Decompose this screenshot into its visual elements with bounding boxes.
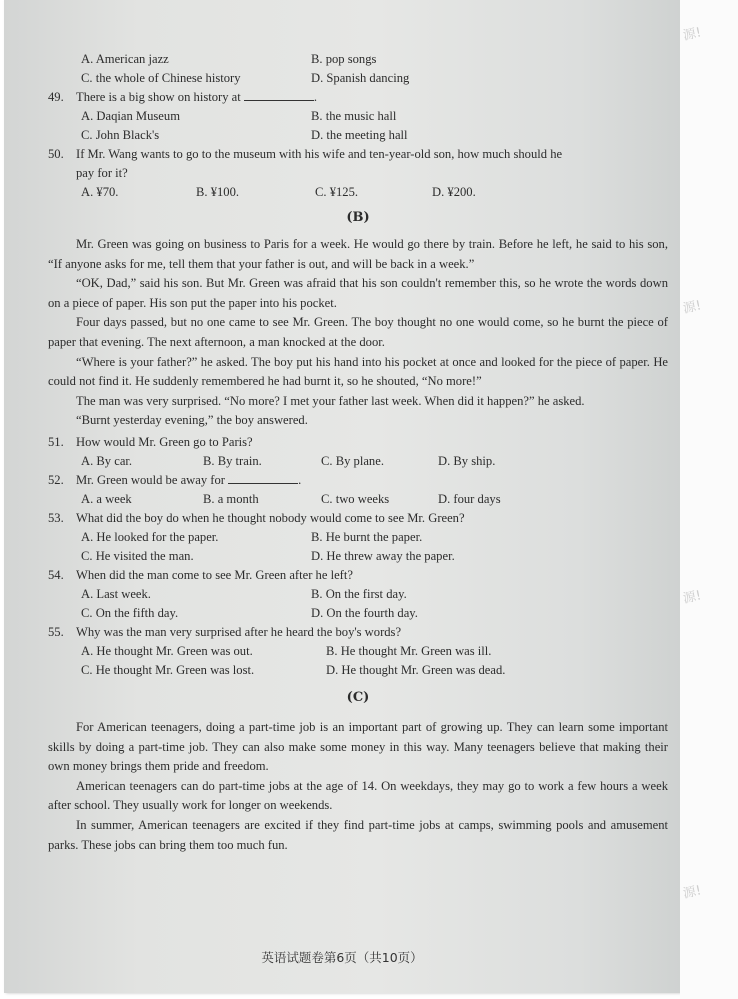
passage-b-paragraph-6: “Burnt yesterday evening,” the boy answered. (76, 413, 308, 428)
q52-options-row (48, 490, 668, 509)
q52-number: 52. (48, 472, 64, 487)
q51-stem: How would Mr. Green go to Paris? (76, 434, 253, 449)
q55-options-row-2 (48, 661, 668, 680)
q55-option-d: D. He thought Mr. Green was dead. (326, 662, 506, 677)
q53-option-b: B. He burnt the paper. (311, 529, 423, 544)
q50-stem-row-2 (48, 164, 668, 183)
q53-stem-row (48, 509, 668, 528)
q50-stem-row (48, 145, 668, 164)
q50-number: 50. (48, 147, 64, 161)
exam-page (4, 0, 680, 993)
q48-option-c: C. the whole of Chinese history (81, 71, 241, 85)
q52-option-c: C. two weeks (321, 491, 390, 506)
q48-option-b: B. pop songs (311, 52, 377, 66)
q48-options-row-2 (48, 69, 668, 88)
passage-b-paragraph-3: Four days passed, but no one came to see Mr. Green. The boy thought no one would come, so he burnt the piece of paper that evening. The next afternoon, a man knocked at the door. (48, 315, 668, 349)
q53-number: 53. (48, 510, 64, 525)
q54-options-row-2 (48, 604, 668, 623)
q54-stem: When did the man come to see Mr. Green after he left? (76, 567, 353, 582)
q50-options-row (48, 183, 668, 202)
margin-strip (680, 0, 738, 999)
section-b-heading: (B) (346, 210, 370, 225)
passage-c-paragraph-3: In summer, American teenagers are excited if they find part-time jobs at camps, swimming pools and amusement parks. These jobs can bring them too much fun. (48, 817, 668, 852)
q53-options-row-2 (48, 547, 668, 566)
q52-stem: Mr. Green would be away for . (76, 472, 302, 487)
section-c-passage (48, 718, 668, 855)
q55-options-row-1 (48, 642, 668, 661)
section-c-heading: (C) (346, 689, 370, 705)
q55-option-a: A. He thought Mr. Green was out. (81, 643, 253, 658)
watermark-4: 源! (681, 883, 703, 902)
passage-b-paragraph-4: “Where is your father?” he asked. The boy put his hand into his pocket at once and looked for the piece of paper. He could not find it. He suddenly remembered he had burnt it, so he shouted, “No more!” (48, 354, 668, 389)
watermark-2: 源! (681, 298, 703, 317)
q53-option-d: D. He threw away the paper. (311, 548, 455, 563)
section-b-passage (48, 235, 668, 431)
q55-option-c: C. He thought Mr. Green was lost. (81, 662, 255, 677)
q52-option-d: D. four days (438, 491, 501, 506)
q54-option-c: C. On the fifth day. (81, 605, 179, 620)
q53-option-a: A. He looked for the paper. (81, 529, 219, 544)
q48-option-a: A. American jazz (81, 52, 169, 66)
q50-option-b: B. ¥100. (196, 185, 240, 199)
q49-options-row-1 (48, 107, 668, 126)
q51-option-b: B. By train. (203, 453, 262, 468)
q54-stem-row (48, 566, 668, 585)
passage-c-paragraph-2: American teenagers can do part-time jobs at the age of 14. On weekdays, they may go to work a few hours a week after school. They usually work for longer on weekends. (48, 778, 668, 813)
q52-option-b: B. a month (203, 491, 259, 506)
passage-c-paragraph-1: For American teenagers, doing a part-time job is an important part of growing up. They can learn some important skills by doing a part-time job. They can also make some money in this way. Many teenagers believe that making their own money brings them pride and freedom. (48, 719, 668, 774)
q49-stem: There is a big show on history at . (76, 90, 318, 104)
q52-stem-row (48, 471, 668, 490)
q53-options-row-1 (48, 528, 668, 547)
page-content (48, 50, 668, 855)
q50-option-a: A. ¥70. (81, 185, 119, 199)
q52-option-a: A. a week (81, 491, 132, 506)
passage-b-paragraph-1: Mr. Green was going on business to Paris for a week. He would go there by train. Before he left, he said to his son, “If anyone asks for me, tell them that your father is out, and will be back in a week.” (48, 237, 668, 271)
q51-option-c: C. By plane. (321, 453, 384, 468)
q50-option-c: C. ¥125. (315, 185, 359, 199)
answer-blank (244, 88, 314, 101)
q49-stem-row (48, 88, 668, 107)
q49-option-b: B. the music hall (311, 109, 397, 123)
q55-number: 55. (48, 624, 64, 639)
passage-b-paragraph-2: “OK, Dad,” said his son. But Mr. Green was afraid that his son couldn't remember this, so he wrote the words down on a piece of paper. His son put the paper into his pocket. (48, 276, 668, 310)
q48-option-d: D. Spanish dancing (311, 71, 410, 85)
passage-b-paragraph-5: The man was very surprised. “No more? I met your father last week. When did it happen?” he asked. (76, 393, 585, 408)
q48-options-row-1 (48, 50, 668, 69)
q55-stem: Why was the man very surprised after he heard the boy's words? (76, 624, 402, 639)
q50-stem-line-2: pay for it? (76, 166, 128, 180)
q51-option-d: D. By ship. (438, 453, 496, 468)
q53-option-c: C. He visited the man. (81, 548, 194, 563)
q55-option-b: B. He thought Mr. Green was ill. (326, 643, 492, 658)
q50-stem-line-1: If Mr. Wang wants to go to the museum with his wife and ten-year-old son, how much should he (76, 147, 563, 161)
q50-option-d: D. ¥200. (432, 185, 476, 199)
q54-option-d: D. On the fourth day. (311, 605, 418, 620)
q55-stem-row (48, 623, 668, 642)
q51-stem-row (48, 433, 668, 452)
q51-option-a: A. By car. (81, 453, 133, 468)
q51-options-row (48, 452, 668, 471)
watermark-1: 源! (681, 25, 703, 44)
q49-option-d: D. the meeting hall (311, 128, 408, 142)
watermark-3: 源! (681, 588, 703, 607)
q49-options-row-2 (48, 126, 668, 145)
q54-option-b: B. On the first day. (311, 586, 407, 601)
answer-blank (228, 471, 298, 484)
q53-stem: What did the boy do when he thought nobody would come to see Mr. Green? (76, 510, 465, 525)
q54-options-row-1 (48, 585, 668, 604)
q51-number: 51. (48, 434, 64, 449)
q54-number: 54. (48, 567, 64, 582)
q49-option-a: A. Daqian Museum (81, 109, 180, 123)
q54-option-a: A. Last week. (81, 586, 151, 601)
page-footer: 英语试题卷第6页（共10页） (261, 950, 423, 965)
q49-number: 49. (48, 90, 64, 104)
q49-option-c: C. John Black's (81, 128, 160, 142)
